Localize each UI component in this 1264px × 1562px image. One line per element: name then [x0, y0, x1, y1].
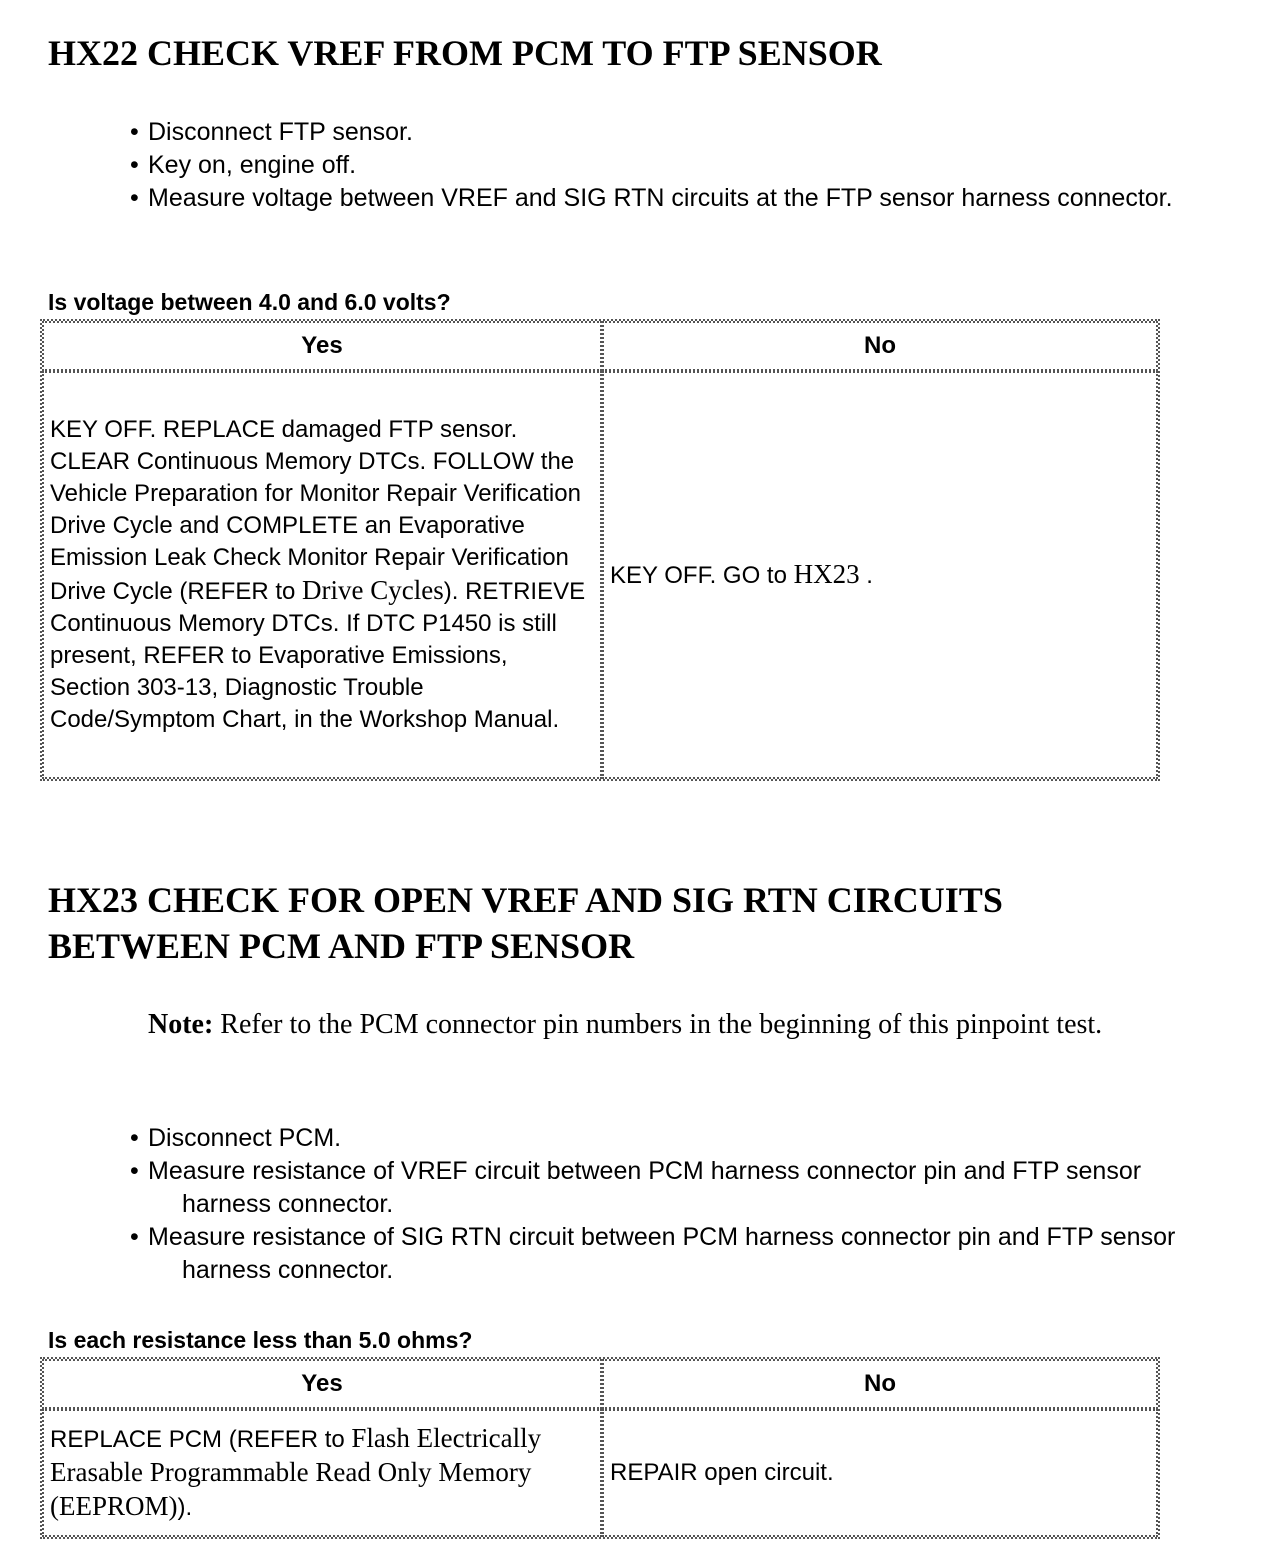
- drive-cycles-link[interactable]: Drive Cycles: [302, 575, 444, 605]
- hx22-answer-table: [40, 319, 1160, 781]
- section-title-hx23: HX23 CHECK FOR OPEN VREF AND SIG RTN CIRCUITS BETWEEN PCM AND FTP SENSOR: [48, 880, 1003, 966]
- list-item: • Measure resistance of SIG RTN circuit between PCM harness connector pin and FTP sensor harness connector.: [130, 1223, 1176, 1284]
- list-item: • Disconnect FTP sensor.: [130, 116, 1210, 149]
- hx23-note: Note: Refer to the PCM connector pin numbers in the beginning of this pinpoint test.: [148, 1009, 1103, 1040]
- table-header-row: [42, 1359, 1158, 1409]
- bullet-icon: •: [130, 1157, 139, 1185]
- hx23-link[interactable]: HX23: [793, 559, 860, 589]
- hx23-question: Is each resistance less than 5.0 ohms?: [48, 1327, 473, 1353]
- bullet-icon: •: [130, 1124, 139, 1152]
- hx22-step-list: [130, 116, 1210, 215]
- hx23-answer-table: [40, 1357, 1160, 1539]
- note-label: Note:: [148, 1009, 214, 1040]
- no-header: No: [602, 321, 1158, 371]
- yes-header: Yes: [42, 1359, 602, 1409]
- list-item: • Key on, engine off.: [130, 149, 1210, 182]
- list-item: • Measure voltage between VREF and SIG RTN circuits at the FTP sensor harness connector.: [130, 182, 1210, 215]
- bullet-icon: •: [130, 118, 139, 146]
- bullet-icon: •: [130, 184, 139, 212]
- yes-header: Yes: [42, 321, 602, 371]
- no-cell: REPAIR open circuit.: [602, 1409, 1158, 1537]
- eeprom-link[interactable]: Flash Electrically Erasable Programmable Read Only Memory (EEPROM): [50, 1423, 542, 1521]
- bullet-icon: •: [130, 1223, 139, 1251]
- table-header-row: [42, 321, 1158, 371]
- yes-cell: KEY OFF. REPLACE damaged FTP sensor. CLEAR Continuous Memory DTCs. FOLLOW the Vehicle Preparation for Monitor Repair Verification Drive Cycle and COMPLETE an Evaporative Emission Leak Check Monitor Repair Verification Drive Cycle (REFER to Drive Cycles). RETRIEVE Continuous Memory DTCs. If DTC P1450 is still present, REFER to Evaporative Emissions, Section 303-13, Diagnostic Trouble Code/Symptom Chart, in the Workshop Manual.: [42, 371, 602, 779]
- table-row: [42, 371, 1158, 779]
- list-item: • Measure resistance of VREF circuit between PCM harness connector pin and FTP sensor harness connector.: [130, 1157, 1142, 1218]
- no-header: No: [602, 1359, 1158, 1409]
- list-item: • Disconnect PCM.: [130, 1122, 1220, 1155]
- hx23-step-list: [130, 1122, 1220, 1287]
- no-cell: KEY OFF. GO to HX23 .: [602, 371, 1158, 779]
- bullet-icon: •: [130, 151, 139, 179]
- yes-cell: REPLACE PCM (REFER to Flash Electrically Erasable Programmable Read Only Memory (EEPROM)).: [42, 1409, 602, 1537]
- table-row: [42, 1409, 1158, 1537]
- hx22-question: Is voltage between 4.0 and 6.0 volts?: [48, 289, 451, 315]
- section-title-hx22: HX22 CHECK VREF FROM PCM TO FTP SENSOR: [48, 33, 882, 73]
